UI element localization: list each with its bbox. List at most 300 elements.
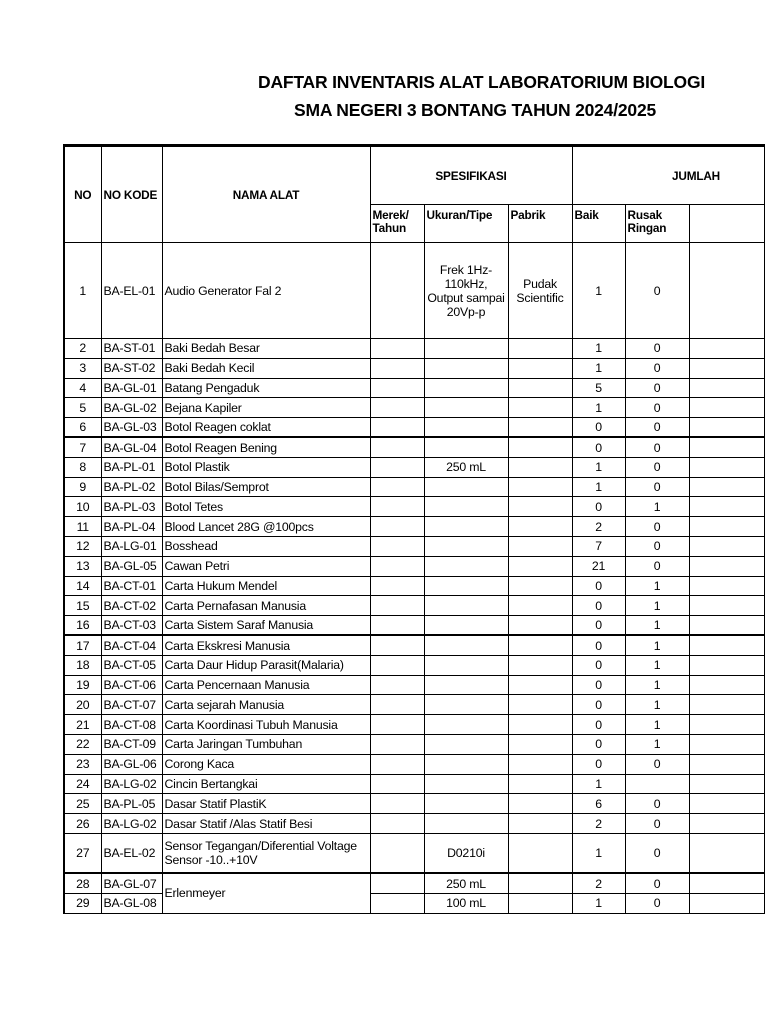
cell-rusak-ringan: 1	[625, 635, 689, 655]
cell-no: 29	[64, 893, 101, 913]
cell-no-kode: BA-CT-02	[101, 596, 162, 616]
cell-rusak-ringan: 0	[625, 794, 689, 814]
cell-merek-tahun	[370, 457, 424, 477]
cell-merek-tahun	[370, 497, 424, 517]
table-row	[64, 576, 764, 596]
cell-ukuran-tipe	[424, 616, 508, 636]
table-row	[64, 774, 764, 794]
cell-merek-tahun	[370, 339, 424, 359]
cell-pabrik	[508, 418, 572, 438]
cell-rusak-ringan	[625, 774, 689, 794]
cell-next-column	[689, 695, 764, 715]
cell-no-kode: BA-CT-04	[101, 635, 162, 655]
cell-baik: 21	[572, 556, 625, 576]
cell-no: 18	[64, 655, 101, 675]
cell-merek-tahun	[370, 655, 424, 675]
cell-nama-alat: Botol Reagen coklat	[162, 418, 370, 438]
cell-pabrik	[508, 655, 572, 675]
cell-no-kode: BA-PL-05	[101, 794, 162, 814]
header-ukuran-tipe: Ukuran/Tipe	[424, 205, 508, 243]
table-row	[64, 517, 764, 537]
cell-rusak-ringan: 0	[625, 243, 689, 339]
header-no-kode: NO KODE	[101, 146, 162, 243]
header-merek-tahun: Merek/ Tahun	[370, 205, 424, 243]
table-row	[64, 675, 764, 695]
cell-no-kode: BA-CT-09	[101, 734, 162, 754]
cell-next-column	[689, 339, 764, 359]
cell-rusak-ringan: 0	[625, 378, 689, 398]
cell-no: 6	[64, 418, 101, 438]
cell-nama-alat: Carta Koordinasi Tubuh Manusia	[162, 715, 370, 735]
table-row	[64, 398, 764, 418]
header-rusak-ringan: Rusak Ringan	[625, 205, 689, 243]
table-row	[64, 734, 764, 754]
cell-next-column	[689, 358, 764, 378]
cell-pabrik	[508, 596, 572, 616]
table-row	[64, 339, 764, 359]
cell-next-column	[689, 556, 764, 576]
cell-no: 20	[64, 695, 101, 715]
cell-merek-tahun	[370, 556, 424, 576]
table-row	[64, 715, 764, 735]
cell-no-kode: BA-GL-01	[101, 378, 162, 398]
cell-nama-alat: Erlenmeyer	[162, 873, 370, 913]
cell-ukuran-tipe: 100 mL	[424, 893, 508, 913]
inventory-table	[63, 144, 765, 914]
table-row	[64, 596, 764, 616]
table-header	[64, 146, 764, 243]
cell-next-column	[689, 833, 764, 873]
cell-next-column	[689, 378, 764, 398]
cell-nama-alat: Baki Bedah Besar	[162, 339, 370, 359]
cell-next-column	[689, 477, 764, 497]
cell-no-kode: BA-PL-04	[101, 517, 162, 537]
cell-merek-tahun	[370, 243, 424, 339]
cell-ukuran-tipe	[424, 576, 508, 596]
cell-no: 24	[64, 774, 101, 794]
cell-ukuran-tipe	[424, 398, 508, 418]
cell-rusak-ringan: 1	[625, 576, 689, 596]
cell-baik: 0	[572, 616, 625, 636]
table-row	[64, 477, 764, 497]
cell-rusak-ringan: 0	[625, 339, 689, 359]
cell-merek-tahun	[370, 695, 424, 715]
cell-no: 16	[64, 616, 101, 636]
cell-baik: 0	[572, 754, 625, 774]
cell-no-kode: BA-LG-02	[101, 774, 162, 794]
cell-no: 21	[64, 715, 101, 735]
cell-baik: 0	[572, 596, 625, 616]
cell-no: 13	[64, 556, 101, 576]
cell-pabrik	[508, 437, 572, 457]
cell-ukuran-tipe	[424, 497, 508, 517]
cell-next-column	[689, 418, 764, 438]
cell-baik: 0	[572, 675, 625, 695]
cell-nama-alat: Blood Lancet 28G @100pcs	[162, 517, 370, 537]
cell-no: 14	[64, 576, 101, 596]
cell-nama-alat: Batang Pengaduk	[162, 378, 370, 398]
table-row	[64, 378, 764, 398]
cell-nama-alat: Baki Bedah Kecil	[162, 358, 370, 378]
cell-no-kode: BA-CT-05	[101, 655, 162, 675]
cell-no: 1	[64, 243, 101, 339]
cell-merek-tahun	[370, 893, 424, 913]
cell-ukuran-tipe	[424, 695, 508, 715]
title-line-2: SMA NEGERI 3 BONTANG TAHUN 2024/2025	[294, 100, 657, 120]
table-row	[64, 655, 764, 675]
cell-pabrik: Pudak Scientific	[508, 243, 572, 339]
cell-baik: 0	[572, 437, 625, 457]
cell-merek-tahun	[370, 675, 424, 695]
cell-pabrik	[508, 715, 572, 735]
cell-pabrik	[508, 477, 572, 497]
cell-pabrik	[508, 556, 572, 576]
cell-merek-tahun	[370, 734, 424, 754]
cell-rusak-ringan: 0	[625, 754, 689, 774]
header-baik: Baik	[572, 205, 625, 243]
cell-ukuran-tipe	[424, 635, 508, 655]
cell-no-kode: BA-PL-03	[101, 497, 162, 517]
cell-pabrik	[508, 339, 572, 359]
cell-pabrik	[508, 378, 572, 398]
cell-pabrik	[508, 576, 572, 596]
header-no: NO	[64, 146, 101, 243]
cell-no-kode: BA-LG-01	[101, 536, 162, 556]
cell-nama-alat: Carta Jaringan Tumbuhan	[162, 734, 370, 754]
cell-ukuran-tipe	[424, 536, 508, 556]
cell-merek-tahun	[370, 616, 424, 636]
cell-ukuran-tipe	[424, 437, 508, 457]
cell-nama-alat: Carta Sistem Saraf Manusia	[162, 616, 370, 636]
cell-baik: 0	[572, 497, 625, 517]
cell-no: 9	[64, 477, 101, 497]
cell-ukuran-tipe	[424, 418, 508, 438]
cell-pabrik	[508, 616, 572, 636]
cell-rusak-ringan: 0	[625, 358, 689, 378]
cell-pabrik	[508, 675, 572, 695]
cell-next-column	[689, 457, 764, 477]
cell-no-kode: BA-CT-03	[101, 616, 162, 636]
cell-nama-alat: Botol Bilas/Semprot	[162, 477, 370, 497]
cell-next-column	[689, 893, 764, 913]
cell-ukuran-tipe: D0210i	[424, 833, 508, 873]
cell-no-kode: BA-ST-01	[101, 339, 162, 359]
cell-rusak-ringan: 0	[625, 893, 689, 913]
cell-nama-alat: Cawan Petri	[162, 556, 370, 576]
cell-nama-alat: Carta Daur Hidup Parasit(Malaria)	[162, 655, 370, 675]
header-next-column	[689, 205, 764, 243]
cell-nama-alat: Botol Tetes	[162, 497, 370, 517]
cell-rusak-ringan: 1	[625, 497, 689, 517]
cell-no: 15	[64, 596, 101, 616]
cell-pabrik	[508, 497, 572, 517]
cell-baik: 0	[572, 576, 625, 596]
cell-nama-alat: Carta sejarah Manusia	[162, 695, 370, 715]
cell-merek-tahun	[370, 873, 424, 893]
cell-no-kode: BA-ST-02	[101, 358, 162, 378]
cell-no: 22	[64, 734, 101, 754]
cell-baik: 2	[572, 814, 625, 834]
cell-ukuran-tipe	[424, 556, 508, 576]
table-row	[64, 418, 764, 438]
cell-merek-tahun	[370, 715, 424, 735]
cell-rusak-ringan: 0	[625, 457, 689, 477]
cell-pabrik	[508, 833, 572, 873]
table-row	[64, 536, 764, 556]
cell-rusak-ringan: 1	[625, 616, 689, 636]
table-row	[64, 243, 764, 339]
cell-next-column	[689, 794, 764, 814]
cell-next-column	[689, 596, 764, 616]
cell-nama-alat: Carta Hukum Mendel	[162, 576, 370, 596]
cell-ukuran-tipe	[424, 754, 508, 774]
cell-rusak-ringan: 0	[625, 418, 689, 438]
cell-merek-tahun	[370, 814, 424, 834]
cell-nama-alat: Carta Ekskresi Manusia	[162, 635, 370, 655]
cell-ukuran-tipe	[424, 477, 508, 497]
cell-ukuran-tipe	[424, 655, 508, 675]
cell-pabrik	[508, 457, 572, 477]
cell-nama-alat: Botol Reagen Bening	[162, 437, 370, 457]
cell-merek-tahun	[370, 418, 424, 438]
cell-rusak-ringan: 0	[625, 814, 689, 834]
cell-next-column	[689, 536, 764, 556]
cell-merek-tahun	[370, 477, 424, 497]
cell-pabrik	[508, 398, 572, 418]
cell-no-kode: BA-EL-02	[101, 833, 162, 873]
cell-nama-alat: Carta Pernafasan Manusia	[162, 596, 370, 616]
table-row	[64, 833, 764, 873]
cell-no-kode: BA-GL-05	[101, 556, 162, 576]
cell-baik: 2	[572, 873, 625, 893]
cell-rusak-ringan: 1	[625, 675, 689, 695]
cell-no: 27	[64, 833, 101, 873]
cell-pabrik	[508, 734, 572, 754]
cell-no-kode: BA-GL-07	[101, 873, 162, 893]
header-nama-alat: NAMA ALAT	[162, 146, 370, 243]
cell-no: 8	[64, 457, 101, 477]
cell-baik: 1	[572, 457, 625, 477]
cell-nama-alat: Bosshead	[162, 536, 370, 556]
cell-next-column	[689, 774, 764, 794]
cell-rusak-ringan: 0	[625, 437, 689, 457]
cell-merek-tahun	[370, 794, 424, 814]
cell-next-column	[689, 243, 764, 339]
cell-next-column	[689, 734, 764, 754]
cell-baik: 1	[572, 833, 625, 873]
cell-next-column	[689, 517, 764, 537]
cell-next-column	[689, 814, 764, 834]
cell-rusak-ringan: 0	[625, 477, 689, 497]
cell-pabrik	[508, 754, 572, 774]
cell-rusak-ringan: 1	[625, 715, 689, 735]
cell-merek-tahun	[370, 774, 424, 794]
cell-baik: 0	[572, 655, 625, 675]
cell-merek-tahun	[370, 576, 424, 596]
cell-baik: 1	[572, 774, 625, 794]
cell-next-column	[689, 675, 764, 695]
cell-baik: 1	[572, 243, 625, 339]
cell-rusak-ringan: 0	[625, 517, 689, 537]
cell-ukuran-tipe	[424, 596, 508, 616]
cell-no: 3	[64, 358, 101, 378]
cell-ukuran-tipe	[424, 734, 508, 754]
cell-baik: 0	[572, 695, 625, 715]
table-row	[64, 437, 764, 457]
cell-nama-alat: Audio Generator Fal 2	[162, 243, 370, 339]
cell-rusak-ringan: 1	[625, 734, 689, 754]
cell-no: 7	[64, 437, 101, 457]
cell-pabrik	[508, 873, 572, 893]
cell-next-column	[689, 655, 764, 675]
cell-rusak-ringan: 0	[625, 536, 689, 556]
cell-rusak-ringan: 0	[625, 398, 689, 418]
header-jumlah: JUMLAH	[572, 146, 764, 205]
cell-ukuran-tipe	[424, 814, 508, 834]
cell-ukuran-tipe	[424, 339, 508, 359]
cell-ukuran-tipe: 250 mL	[424, 457, 508, 477]
cell-baik: 7	[572, 536, 625, 556]
table-row	[64, 635, 764, 655]
cell-pabrik	[508, 893, 572, 913]
cell-no-kode: BA-CT-07	[101, 695, 162, 715]
cell-pabrik	[508, 794, 572, 814]
cell-next-column	[689, 754, 764, 774]
cell-merek-tahun	[370, 833, 424, 873]
cell-merek-tahun	[370, 536, 424, 556]
cell-pabrik	[508, 814, 572, 834]
cell-no-kode: BA-GL-04	[101, 437, 162, 457]
cell-no: 28	[64, 873, 101, 893]
cell-rusak-ringan: 1	[625, 596, 689, 616]
cell-nama-alat: Corong Kaca	[162, 754, 370, 774]
title-line-1: DAFTAR INVENTARIS ALAT LABORATORIUM BIOLOGI	[258, 72, 706, 92]
cell-no: 10	[64, 497, 101, 517]
cell-no: 11	[64, 517, 101, 537]
cell-next-column	[689, 873, 764, 893]
cell-pabrik	[508, 517, 572, 537]
cell-no-kode: BA-CT-08	[101, 715, 162, 735]
cell-baik: 1	[572, 893, 625, 913]
cell-ukuran-tipe	[424, 517, 508, 537]
cell-merek-tahun	[370, 378, 424, 398]
cell-no-kode: BA-GL-03	[101, 418, 162, 438]
cell-nama-alat: Cincin Bertangkai	[162, 774, 370, 794]
cell-merek-tahun	[370, 635, 424, 655]
table-row	[64, 358, 764, 378]
cell-no: 19	[64, 675, 101, 695]
cell-no-kode: BA-LG-02	[101, 814, 162, 834]
cell-baik: 1	[572, 358, 625, 378]
inventory-sheet	[63, 144, 720, 936]
cell-no-kode: BA-GL-06	[101, 754, 162, 774]
cell-next-column	[689, 715, 764, 735]
cell-pabrik	[508, 536, 572, 556]
cell-baik: 0	[572, 715, 625, 735]
cell-baik: 1	[572, 477, 625, 497]
table-row	[64, 616, 764, 636]
cell-merek-tahun	[370, 517, 424, 537]
cell-no-kode: BA-CT-01	[101, 576, 162, 596]
cell-pabrik	[508, 635, 572, 655]
cell-baik: 2	[572, 517, 625, 537]
cell-ukuran-tipe: 250 mL	[424, 873, 508, 893]
cell-baik: 1	[572, 339, 625, 359]
cell-nama-alat: Sensor Tegangan/Diferential Voltage Sensor -10..+10V	[162, 833, 370, 873]
cell-no: 12	[64, 536, 101, 556]
cell-nama-alat: Dasar Statif PlastiK	[162, 794, 370, 814]
cell-no: 23	[64, 754, 101, 774]
cell-no: 2	[64, 339, 101, 359]
cell-no: 5	[64, 398, 101, 418]
cell-baik: 0	[572, 734, 625, 754]
cell-no: 17	[64, 635, 101, 655]
cell-no-kode: BA-PL-02	[101, 477, 162, 497]
cell-no: 25	[64, 794, 101, 814]
cell-rusak-ringan: 0	[625, 833, 689, 873]
cell-no: 4	[64, 378, 101, 398]
cell-nama-alat: Carta Pencernaan Manusia	[162, 675, 370, 695]
cell-ukuran-tipe	[424, 715, 508, 735]
header-pabrik: Pabrik	[508, 205, 572, 243]
cell-ukuran-tipe	[424, 378, 508, 398]
table-row	[64, 794, 764, 814]
cell-nama-alat: Dasar Statif /Alas Statif Besi	[162, 814, 370, 834]
cell-baik: 0	[572, 418, 625, 438]
cell-merek-tahun	[370, 398, 424, 418]
cell-rusak-ringan: 0	[625, 873, 689, 893]
cell-ukuran-tipe	[424, 794, 508, 814]
document-title	[0, 0, 768, 140]
cell-merek-tahun	[370, 596, 424, 616]
cell-ukuran-tipe	[424, 774, 508, 794]
table-row	[64, 754, 764, 774]
cell-ukuran-tipe	[424, 675, 508, 695]
cell-baik: 1	[572, 398, 625, 418]
cell-next-column	[689, 635, 764, 655]
cell-nama-alat: Bejana Kapiler	[162, 398, 370, 418]
cell-no: 26	[64, 814, 101, 834]
cell-pabrik	[508, 695, 572, 715]
cell-next-column	[689, 437, 764, 457]
cell-baik: 0	[572, 635, 625, 655]
table-row	[64, 497, 764, 517]
cell-merek-tahun	[370, 437, 424, 457]
cell-pabrik	[508, 358, 572, 378]
cell-next-column	[689, 616, 764, 636]
table-row	[64, 873, 764, 893]
cell-rusak-ringan: 1	[625, 695, 689, 715]
cell-next-column	[689, 398, 764, 418]
table-row	[64, 457, 764, 477]
cell-ukuran-tipe: Frek 1Hz-110kHz, Output sampai 20Vp-p	[424, 243, 508, 339]
cell-nama-alat: Botol Plastik	[162, 457, 370, 477]
cell-no-kode: BA-CT-06	[101, 675, 162, 695]
cell-no-kode: BA-GL-02	[101, 398, 162, 418]
cell-baik: 5	[572, 378, 625, 398]
cell-no-kode: BA-PL-01	[101, 457, 162, 477]
cell-next-column	[689, 497, 764, 517]
table-row	[64, 556, 764, 576]
table-body	[64, 243, 764, 914]
cell-rusak-ringan: 1	[625, 655, 689, 675]
header-spesifikasi: SPESIFIKASI	[370, 146, 572, 205]
table-row	[64, 695, 764, 715]
cell-pabrik	[508, 774, 572, 794]
cell-rusak-ringan: 0	[625, 556, 689, 576]
cell-no-kode: BA-EL-01	[101, 243, 162, 339]
cell-next-column	[689, 576, 764, 596]
